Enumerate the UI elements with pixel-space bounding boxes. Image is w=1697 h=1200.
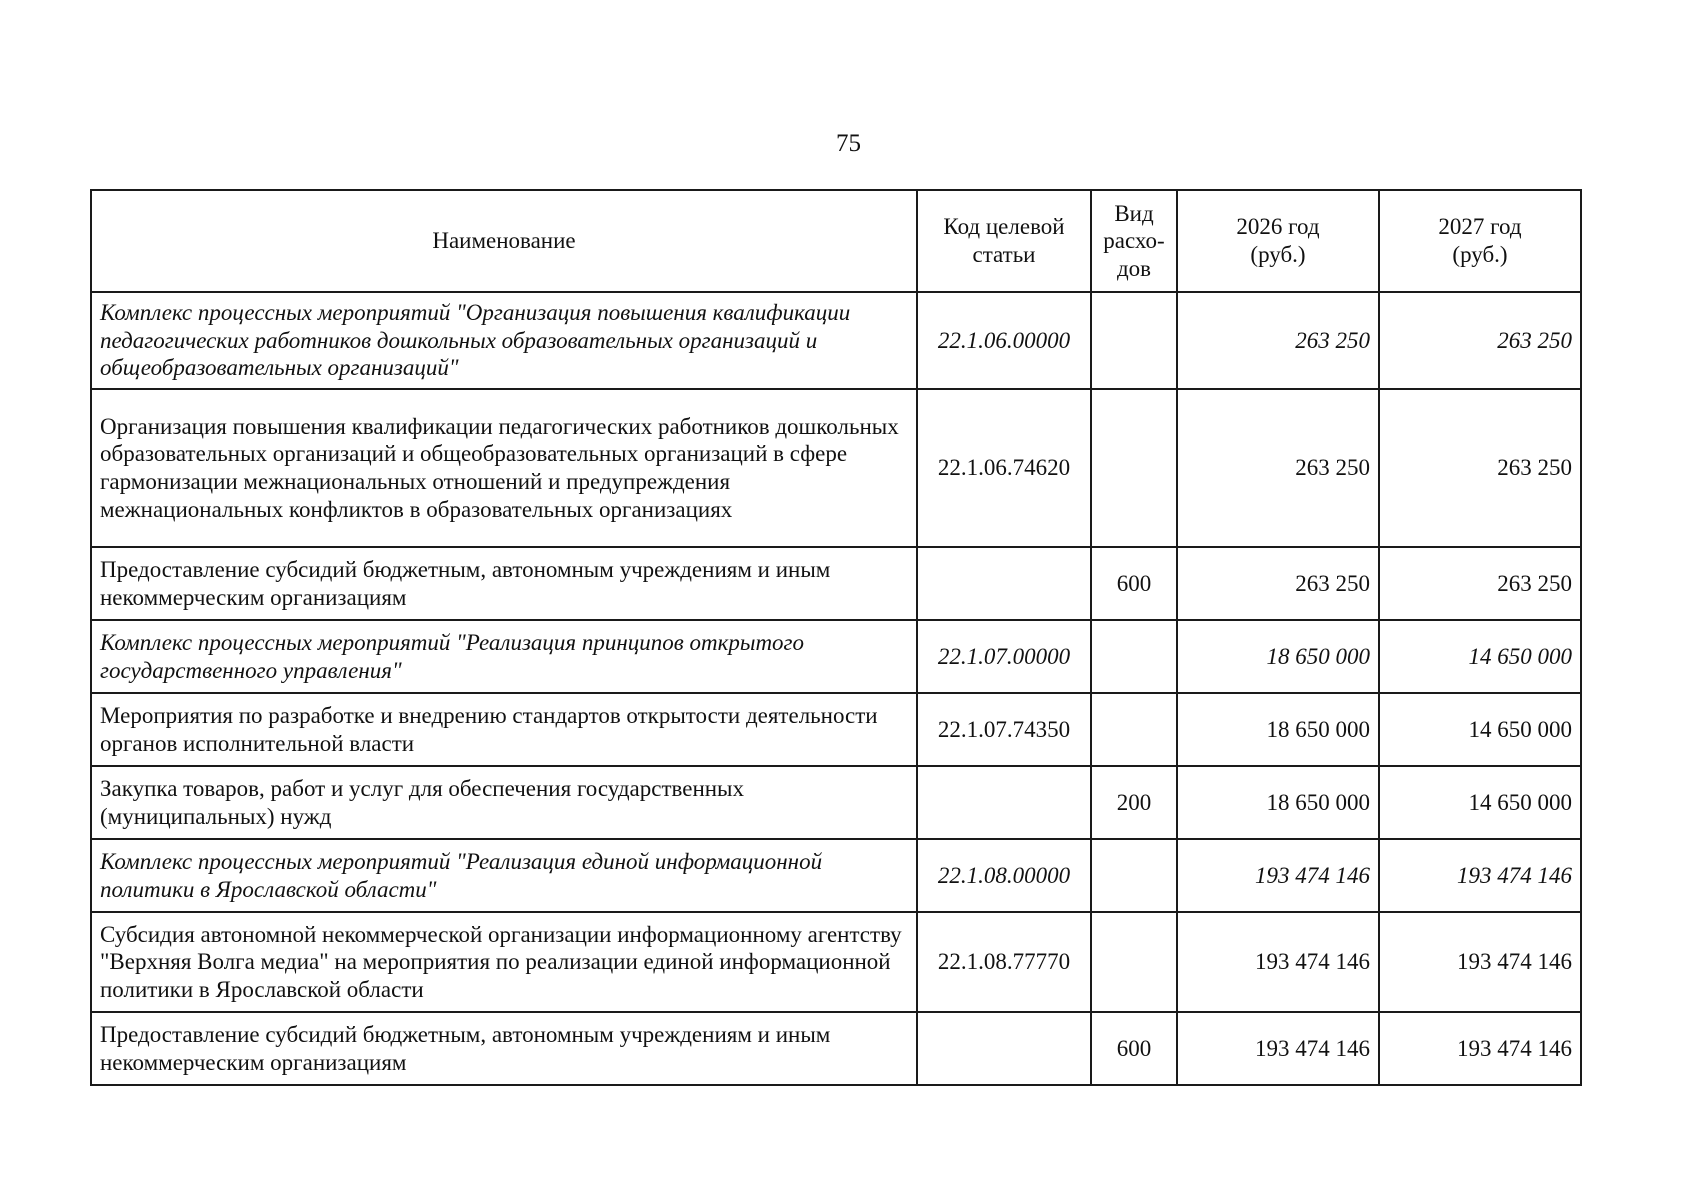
budget-table <box>90 189 1582 1086</box>
cell-name: Субсидия автономной некоммерческой организации информационному агентству "Верхняя Волга медиа" на мероприятия по реализации единой информационной политики в Ярославской области <box>91 912 917 1012</box>
cell-name: Комплекс процессных мероприятий "Реализация принципов открытого государственного управления" <box>91 620 917 693</box>
cell-name: Закупка товаров, работ и услуг для обеспечения государственных (муниципальных) нужд <box>91 766 917 839</box>
cell-2026: 263 250 <box>1177 389 1379 547</box>
cell-code: 22.1.08.77770 <box>917 912 1091 1012</box>
table-header <box>91 190 1581 292</box>
header-code: Код целевой статьи <box>917 190 1091 292</box>
cell-2026: 18 650 000 <box>1177 620 1379 693</box>
header-2027: 2027 год (руб.) <box>1379 190 1581 292</box>
cell-expense-type <box>1091 292 1177 389</box>
cell-expense-type: 600 <box>1091 1012 1177 1085</box>
cell-2027: 14 650 000 <box>1379 766 1581 839</box>
cell-2026: 193 474 146 <box>1177 1012 1379 1085</box>
cell-name: Организация повышения квалификации педагогических работников дошкольных образовательных организаций и общеобразовательных организаций в сфере гармонизации межнациональных отношений и предупреждения межнациональных конфликтов в образовательных организациях <box>91 389 917 547</box>
table-row <box>91 766 1581 839</box>
cell-2027: 263 250 <box>1379 547 1581 620</box>
cell-2026: 18 650 000 <box>1177 766 1379 839</box>
cell-2027: 14 650 000 <box>1379 693 1581 766</box>
cell-code: 22.1.06.00000 <box>917 292 1091 389</box>
cell-2027: 193 474 146 <box>1379 912 1581 1012</box>
table-body <box>91 292 1581 1085</box>
cell-2027: 193 474 146 <box>1379 839 1581 912</box>
cell-2026: 193 474 146 <box>1177 912 1379 1012</box>
table-row <box>91 912 1581 1012</box>
page-number: 75 <box>836 130 861 157</box>
cell-code <box>917 1012 1091 1085</box>
table-row <box>91 389 1581 547</box>
cell-2026: 18 650 000 <box>1177 693 1379 766</box>
cell-2026: 263 250 <box>1177 292 1379 389</box>
cell-name: Комплекс процессных мероприятий "Реализация единой информационной политики в Ярославской области" <box>91 839 917 912</box>
cell-expense-type <box>1091 389 1177 547</box>
cell-2027: 14 650 000 <box>1379 620 1581 693</box>
cell-name: Предоставление субсидий бюджетным, автономным учреждениям и иным некоммерческим организациям <box>91 1012 917 1085</box>
table-row <box>91 693 1581 766</box>
cell-code: 22.1.07.00000 <box>917 620 1091 693</box>
cell-code: 22.1.06.74620 <box>917 389 1091 547</box>
cell-code <box>917 766 1091 839</box>
cell-expense-type <box>1091 620 1177 693</box>
cell-2026: 193 474 146 <box>1177 839 1379 912</box>
cell-expense-type: 200 <box>1091 766 1177 839</box>
cell-code: 22.1.08.00000 <box>917 839 1091 912</box>
cell-2027: 263 250 <box>1379 292 1581 389</box>
cell-name: Комплекс процессных мероприятий "Организация повышения квалификации педагогических работников дошкольных образовательных организаций и общеобразовательных организаций" <box>91 292 917 389</box>
table-row <box>91 620 1581 693</box>
table-row <box>91 839 1581 912</box>
cell-code: 22.1.07.74350 <box>917 693 1091 766</box>
header-row <box>91 190 1581 292</box>
cell-code <box>917 547 1091 620</box>
cell-expense-type <box>1091 839 1177 912</box>
table-row <box>91 547 1581 620</box>
cell-2026: 263 250 <box>1177 547 1379 620</box>
header-expense-type: Вид расхо- дов <box>1091 190 1177 292</box>
header-name: Наименование <box>91 190 917 292</box>
cell-expense-type <box>1091 912 1177 1012</box>
cell-name: Мероприятия по разработке и внедрению стандартов открытости деятельности органов исполнительной власти <box>91 693 917 766</box>
cell-expense-type <box>1091 693 1177 766</box>
table-row <box>91 292 1581 389</box>
cell-2027: 193 474 146 <box>1379 1012 1581 1085</box>
table-row <box>91 1012 1581 1085</box>
header-2026: 2026 год (руб.) <box>1177 190 1379 292</box>
cell-expense-type: 600 <box>1091 547 1177 620</box>
cell-2027: 263 250 <box>1379 389 1581 547</box>
cell-name: Предоставление субсидий бюджетным, автономным учреждениям и иным некоммерческим организациям <box>91 547 917 620</box>
